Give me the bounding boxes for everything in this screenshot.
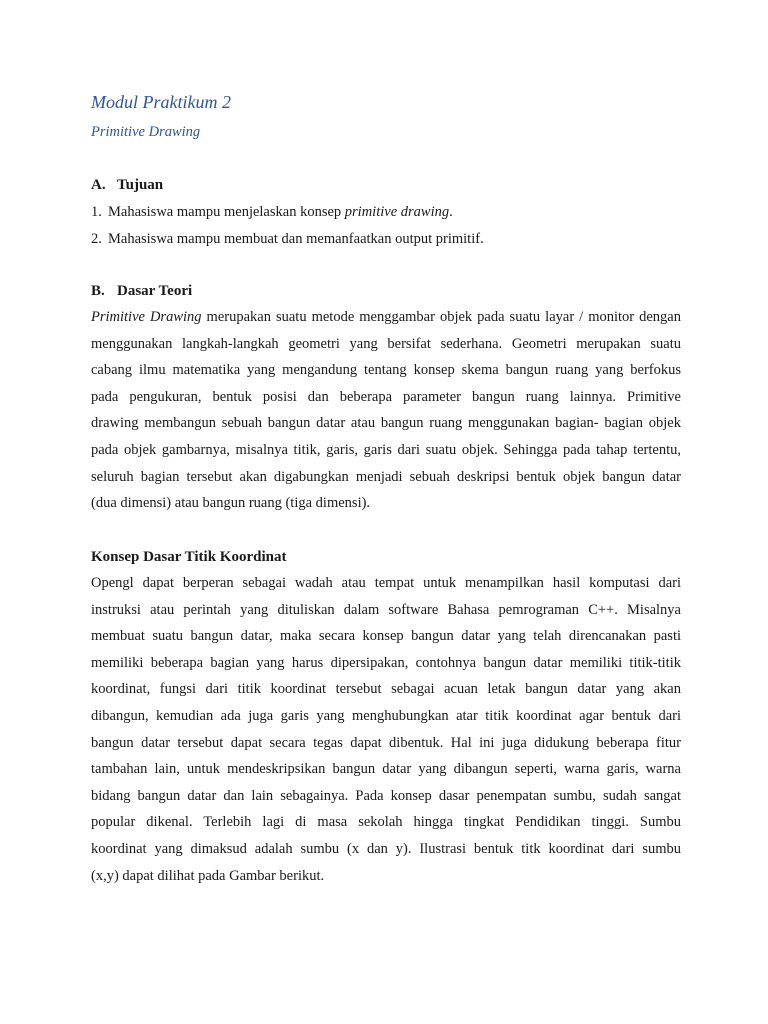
section-a-number: A.	[91, 177, 106, 193]
objective-item-2: 2. Mahasiswa mampu membuat dan memanfaatkan output primitif.	[91, 231, 484, 247]
paragraph-line: memiliki beberapa bagian yang harus dipersipakan, contohnya bangun datar memiliki titik-titik	[91, 654, 681, 671]
paragraph-line: instruksi atau perintah yang dituliskan dalam software Bahasa pemrograman C++. Misalnya	[91, 601, 681, 618]
paragraph-line: drawing membangun sebuah bangun datar atau bangun ruang menggunakan bagian- bagian objek	[91, 415, 681, 432]
paragraph-lead-emphasis: Primitive Drawing	[91, 309, 202, 325]
paragraph-line: koordinat, fungsi dari titik koordinat tersebut sebagai acuan letak bangun datar yang akan	[91, 681, 681, 698]
paragraph-line: dibangun, kemudian ada juga garis yang menghubungkan atar titik koordinat agar bentuk dari	[91, 707, 681, 724]
paragraph-line: tambahan lain, untuk mendeskripsikan bangun datar yang dibangun seperti, warna garis, warna	[91, 761, 681, 778]
objective-emphasis: primitive drawing	[344, 204, 450, 220]
section-a-heading	[91, 177, 163, 194]
module-subtitle: Primitive Drawing	[91, 124, 201, 140]
section-b-heading	[91, 283, 192, 300]
paragraph-line: bidang bangun datar dan lain sebagainya. Pada konsep dasar penempatan sumbu, sudah sangat	[91, 787, 681, 804]
paragraph-line: pada objek gambarnya, misalnya titik, garis, garis dari suatu objek. Sehingga pada tahap tertentu,	[91, 441, 681, 458]
coordinate-paragraph	[91, 570, 681, 889]
paragraph-line: cabang ilmu matematika yang mengandung tentang konsep skema bangun ruang yang berfokus	[91, 362, 681, 379]
paragraph-line: (dua dimensi) atau bangun ruang (tiga dimensi).	[91, 495, 371, 512]
module-title: Modul Praktikum 2	[91, 92, 231, 112]
paragraph-line: bangun datar tersebut dapat secara tegas dapat dibentuk. Hal ini juga didukung beberapa fitur	[91, 734, 681, 751]
paragraph-line: menggunakan langkah-langkah geometri yang bersifat sederhana. Geometri merupakan suatu	[91, 335, 681, 352]
paragraph-line: (x,y) dapat dilihat pada Gambar berikut.	[91, 867, 325, 884]
paragraph-line: Primitive Drawing merupakan suatu metode menggambar objek pada suatu layar / monitor dengan	[91, 309, 681, 325]
paragraph-line: popular dikenal. Terlebih lagi di masa sekolah hingga tingkat Pendidikan tinggi. Sumbu	[91, 814, 681, 831]
paragraph-line: pada pengukuran, bentuk posisi dan beberapa parameter bangun ruang lainnya. Primitive	[91, 388, 681, 405]
section-c-heading: Konsep Dasar Titik Koordinat	[91, 549, 287, 565]
paragraph-line: seluruh bagian tersebut akan digabungkan menjadi sebuah deskripsi bentuk objek bangun datar	[91, 468, 681, 485]
section-b-number: B.	[91, 283, 105, 299]
paragraph-line: Opengl dapat berperan sebagai wadah atau tempat untuk menampilkan hasil komputasi dari	[91, 575, 681, 591]
objective-item-1: 1. Mahasiswa mampu menjelaskan konsep primitive drawing.	[91, 204, 453, 220]
theory-paragraph	[91, 304, 681, 517]
section-a-label: Tujuan	[117, 177, 164, 193]
paragraph-line: membuat suatu bangun datar, maka secara konsep bangun datar yang telah direncanakan pasti	[91, 628, 681, 645]
paragraph-line: koordinat yang dimaksud adalah sumbu (x dan y). Ilustrasi bentuk titk koordinat dari sumbu	[91, 840, 681, 857]
section-b-label: Dasar Teori	[117, 283, 193, 299]
